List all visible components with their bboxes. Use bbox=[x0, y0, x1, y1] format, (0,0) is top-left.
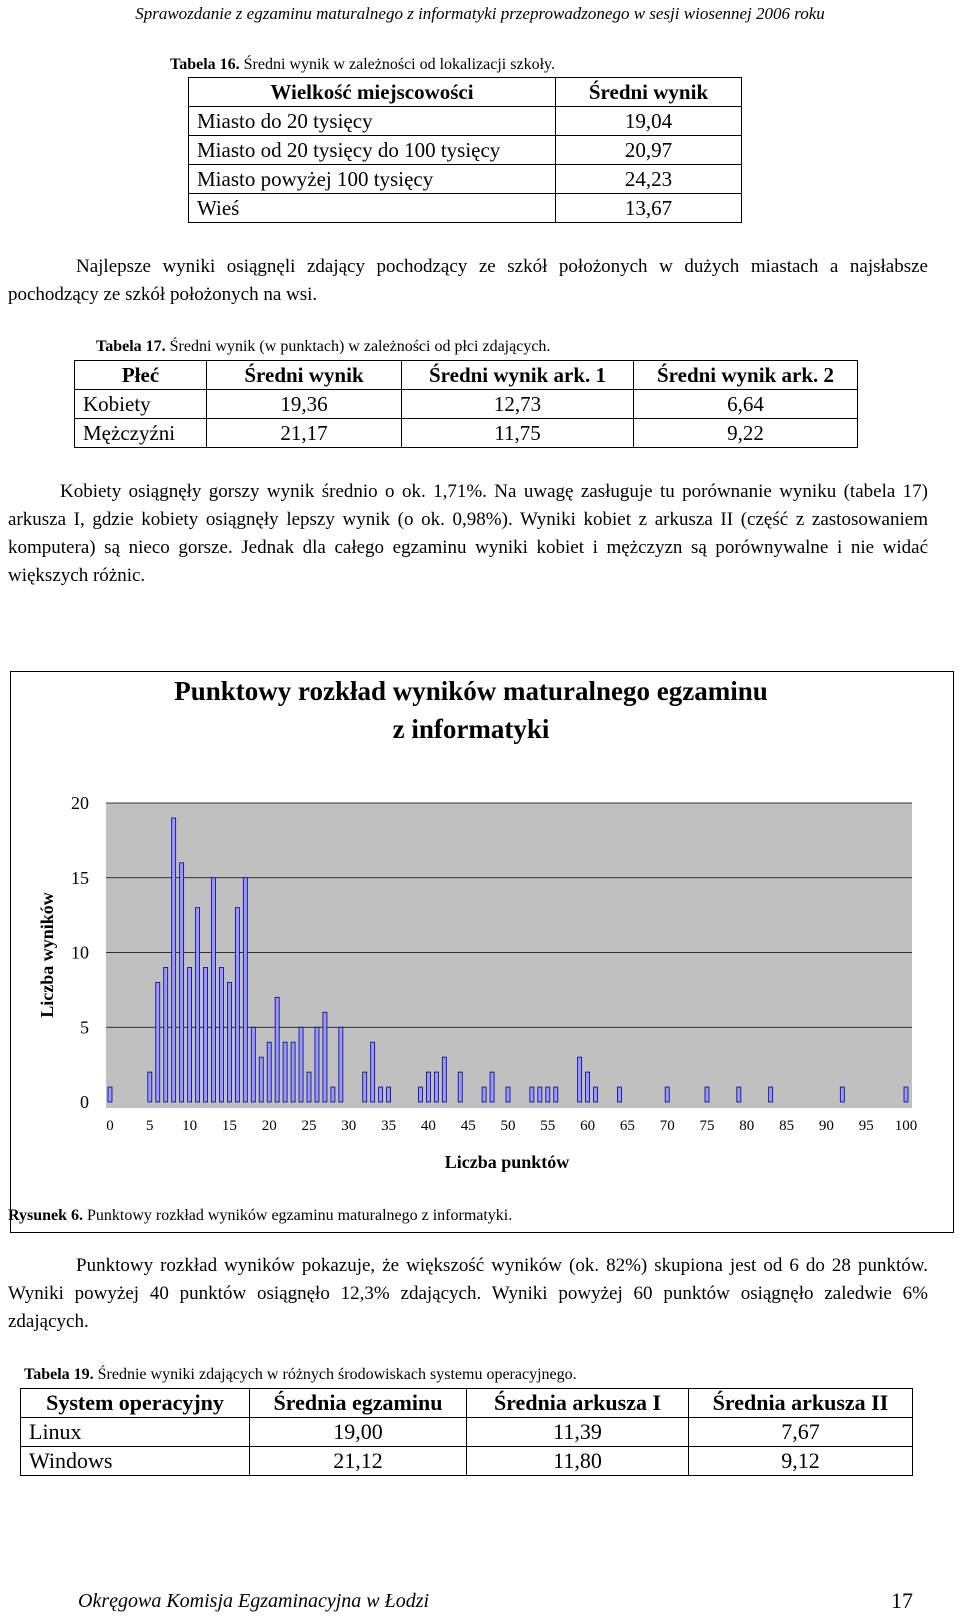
table-cell: 19,04 bbox=[556, 107, 742, 136]
table-header: Średni wynik ark. 2 bbox=[634, 361, 858, 390]
chart-title-line2: z informatyki bbox=[392, 714, 550, 744]
bar bbox=[227, 982, 231, 1102]
x-tick-label: 80 bbox=[739, 1118, 755, 1134]
bar bbox=[275, 997, 279, 1102]
table-cell: Windows bbox=[21, 1447, 250, 1476]
figure-caption-text: Punktowy rozkład wyników egzaminu maturalnego z informatyki. bbox=[83, 1207, 513, 1224]
bar bbox=[323, 1012, 327, 1102]
table-header: Średni wynik bbox=[556, 78, 742, 107]
y-tick-label: 15 bbox=[71, 867, 89, 888]
bar bbox=[307, 1072, 311, 1102]
page-footer: Okręgowa Komisja Egzaminacyjna w Łodzi bbox=[78, 1590, 430, 1612]
bar bbox=[148, 1072, 152, 1102]
table19-title: Średnie wyniki zdających w różnych środowiskach systemu operacyjnego. bbox=[93, 1366, 577, 1383]
bar bbox=[426, 1072, 430, 1102]
y-axis-label: Liczba wyników bbox=[37, 892, 57, 1018]
bar bbox=[379, 1087, 383, 1102]
table-cell: Kobiety bbox=[75, 390, 207, 419]
bar bbox=[530, 1087, 534, 1102]
table-row bbox=[21, 1447, 913, 1476]
bar bbox=[235, 908, 239, 1102]
x-tick-labels bbox=[106, 1118, 917, 1134]
table-row bbox=[189, 107, 742, 136]
table-header: Wielkość miejscowości bbox=[189, 78, 556, 107]
bar bbox=[490, 1072, 494, 1102]
table19-caption bbox=[24, 1366, 577, 1384]
y-tick-label: 0 bbox=[80, 1092, 89, 1112]
bar bbox=[211, 878, 215, 1102]
bar bbox=[315, 1027, 319, 1102]
bar bbox=[267, 1042, 271, 1102]
table-cell: 12,73 bbox=[402, 390, 634, 419]
table-cell: 24,23 bbox=[556, 165, 742, 194]
x-tick-label: 20 bbox=[261, 1118, 277, 1134]
table-cell: 20,97 bbox=[556, 136, 742, 165]
bar bbox=[219, 967, 223, 1102]
x-tick-label: 5 bbox=[146, 1118, 154, 1134]
table-cell: Wieś bbox=[189, 194, 556, 223]
bar bbox=[363, 1072, 367, 1102]
table-header: Średnia egzaminu bbox=[250, 1389, 467, 1418]
paragraph-distribution: Punktowy rozkład wyników pokazuje, że większość wyników (ok. 82%) skupiona jest od 6 do 28 punktów. Wyniki powyżej 40 punktów osiągnęło 12,3% zdających. Wyniki powyżej 60 punktów osiągnęło zaledwie 6% zdających. bbox=[8, 1255, 928, 1332]
bar bbox=[442, 1057, 446, 1102]
bar bbox=[546, 1087, 550, 1102]
table16-title: Średni wynik w zależności od lokalizacji szkoły. bbox=[239, 56, 555, 73]
chart-frame bbox=[10, 671, 954, 1233]
bar bbox=[164, 967, 168, 1102]
table-cell: Miasto powyżej 100 tysięcy bbox=[189, 165, 556, 194]
x-tick-label: 85 bbox=[779, 1118, 795, 1134]
bar bbox=[737, 1087, 741, 1102]
table-cell: 7,67 bbox=[689, 1418, 913, 1447]
x-tick-label: 0 bbox=[106, 1118, 114, 1134]
table-cell: 19,36 bbox=[207, 390, 402, 419]
table-cell: 19,00 bbox=[250, 1418, 467, 1447]
bar bbox=[188, 967, 192, 1102]
x-tick-label: 95 bbox=[858, 1118, 874, 1134]
x-tick-label: 70 bbox=[659, 1118, 675, 1134]
plot-area bbox=[106, 803, 912, 1108]
bar bbox=[434, 1072, 438, 1102]
table17 bbox=[74, 360, 858, 448]
bar bbox=[418, 1087, 422, 1102]
table-cell: 21,17 bbox=[207, 419, 402, 448]
table-cell: 6,64 bbox=[634, 390, 858, 419]
table17-caption bbox=[96, 338, 550, 356]
bar bbox=[371, 1042, 375, 1102]
x-tick-label: 75 bbox=[699, 1118, 715, 1134]
table-row bbox=[75, 390, 858, 419]
table17-title: Średni wynik (w punktach) w zależności od płci zdających. bbox=[165, 338, 551, 355]
x-tick-label: 45 bbox=[460, 1118, 476, 1134]
bar bbox=[578, 1057, 582, 1102]
table-header-row bbox=[189, 78, 742, 107]
y-tick-label: 20 bbox=[71, 793, 89, 813]
bar bbox=[251, 1027, 255, 1102]
x-tick-label: 15 bbox=[221, 1118, 237, 1134]
bar bbox=[243, 878, 247, 1102]
bar bbox=[172, 818, 176, 1102]
bar bbox=[204, 967, 208, 1102]
bar bbox=[482, 1087, 486, 1102]
bar bbox=[769, 1087, 773, 1102]
table-header-row bbox=[21, 1389, 913, 1418]
x-tick-label: 10 bbox=[182, 1118, 198, 1134]
bar bbox=[331, 1087, 335, 1102]
table19 bbox=[20, 1388, 913, 1476]
table-row bbox=[189, 165, 742, 194]
bar bbox=[506, 1087, 510, 1102]
table-header: Średnia arkusza I bbox=[467, 1389, 689, 1418]
bar bbox=[458, 1072, 462, 1102]
histogram-chart bbox=[11, 672, 953, 1232]
bar bbox=[259, 1057, 263, 1102]
bar bbox=[594, 1087, 598, 1102]
page-number: 17 bbox=[891, 1588, 913, 1613]
x-tick-label: 50 bbox=[500, 1118, 516, 1134]
chart-title-line1: Punktowy rozkład wyników maturalnego egzaminu bbox=[174, 676, 768, 706]
x-tick-label: 40 bbox=[420, 1118, 436, 1134]
bar bbox=[705, 1087, 709, 1102]
bar bbox=[586, 1072, 590, 1102]
bar bbox=[299, 1027, 303, 1102]
table-cell: 11,75 bbox=[402, 419, 634, 448]
bar bbox=[554, 1087, 558, 1102]
table-cell: 11,80 bbox=[467, 1447, 689, 1476]
bar bbox=[617, 1087, 621, 1102]
page-header: Sprawozdanie z egzaminu maturalnego z informatyki przeprowadzonego w sesji wiosennej 2006 roku bbox=[135, 4, 825, 23]
bar bbox=[291, 1042, 295, 1102]
table19-label: Tabela 19. bbox=[24, 1366, 94, 1383]
table16 bbox=[188, 77, 742, 223]
table-header: System operacyjny bbox=[21, 1389, 250, 1418]
bar bbox=[156, 982, 160, 1102]
x-tick-label: 30 bbox=[341, 1118, 357, 1134]
table-cell: 9,12 bbox=[689, 1447, 913, 1476]
table-cell: 13,67 bbox=[556, 194, 742, 223]
table-row bbox=[21, 1418, 913, 1447]
y-tick-labels bbox=[71, 793, 89, 1112]
y-tick-label: 5 bbox=[80, 1017, 89, 1038]
figure-label: Rysunek 6. bbox=[8, 1207, 84, 1224]
table-cell: 21,12 bbox=[250, 1447, 467, 1476]
x-tick-label: 35 bbox=[381, 1118, 397, 1134]
x-tick-label: 60 bbox=[580, 1118, 596, 1134]
bar bbox=[196, 908, 200, 1102]
bar bbox=[283, 1042, 287, 1102]
table-header-row bbox=[75, 361, 858, 390]
bar bbox=[840, 1087, 844, 1102]
table16-label: Tabela 16. bbox=[170, 56, 240, 73]
table-header: Płeć bbox=[75, 361, 207, 390]
table-row bbox=[75, 419, 858, 448]
figure-caption bbox=[8, 1207, 512, 1225]
table-header: Średnia arkusza II bbox=[689, 1389, 913, 1418]
bar bbox=[339, 1027, 343, 1102]
paragraph-gender: Kobiety osiągnęły gorszy wynik średnio o ok. 1,71%. Na uwagę zasługuje tu porównanie wyniku (tabela 17) arkusza I, gdzie kobiety osiągnęły lepszy wynik (o ok. 0,98%). Wyniki kobiet z arkusza II (część z zastosowaniem komputera) są nieco gorsze. Jednak dla całego egzaminu wyniki kobiet i mężczyzn są porównywalne i nie widać większych różnic. bbox=[8, 481, 928, 586]
x-tick-label: 90 bbox=[818, 1118, 834, 1134]
table-cell: Miasto do 20 tysięcy bbox=[189, 107, 556, 136]
x-tick-label: 55 bbox=[540, 1118, 556, 1134]
table-cell: 9,22 bbox=[634, 419, 858, 448]
table-header: Średni wynik ark. 1 bbox=[402, 361, 634, 390]
table-row bbox=[189, 136, 742, 165]
table-cell: 11,39 bbox=[467, 1418, 689, 1447]
bar bbox=[108, 1087, 112, 1102]
bar bbox=[665, 1087, 669, 1102]
table-row bbox=[189, 194, 742, 223]
table-cell: Mężczyźni bbox=[75, 419, 207, 448]
bar bbox=[904, 1087, 908, 1102]
table17-label: Tabela 17. bbox=[96, 338, 166, 355]
bar bbox=[180, 863, 184, 1102]
table-header: Średni wynik bbox=[207, 361, 402, 390]
bar bbox=[538, 1087, 542, 1102]
table16-caption bbox=[170, 56, 555, 74]
x-tick-label: 25 bbox=[301, 1118, 317, 1134]
bar bbox=[387, 1087, 391, 1102]
x-axis-label: Liczba punktów bbox=[444, 1152, 570, 1172]
paragraph-locality: Najlepsze wyniki osiągnęli zdający pochodzący ze szkół położonych w dużych miastach a najsłabsze pochodzący ze szkół położonych na wsi. bbox=[8, 256, 928, 305]
x-tick-label: 100 bbox=[894, 1118, 918, 1134]
y-tick-label: 10 bbox=[71, 942, 89, 963]
table-cell: Linux bbox=[21, 1418, 250, 1447]
table-cell: Miasto od 20 tysięcy do 100 tysięcy bbox=[189, 136, 556, 165]
x-tick-label: 65 bbox=[619, 1118, 635, 1134]
